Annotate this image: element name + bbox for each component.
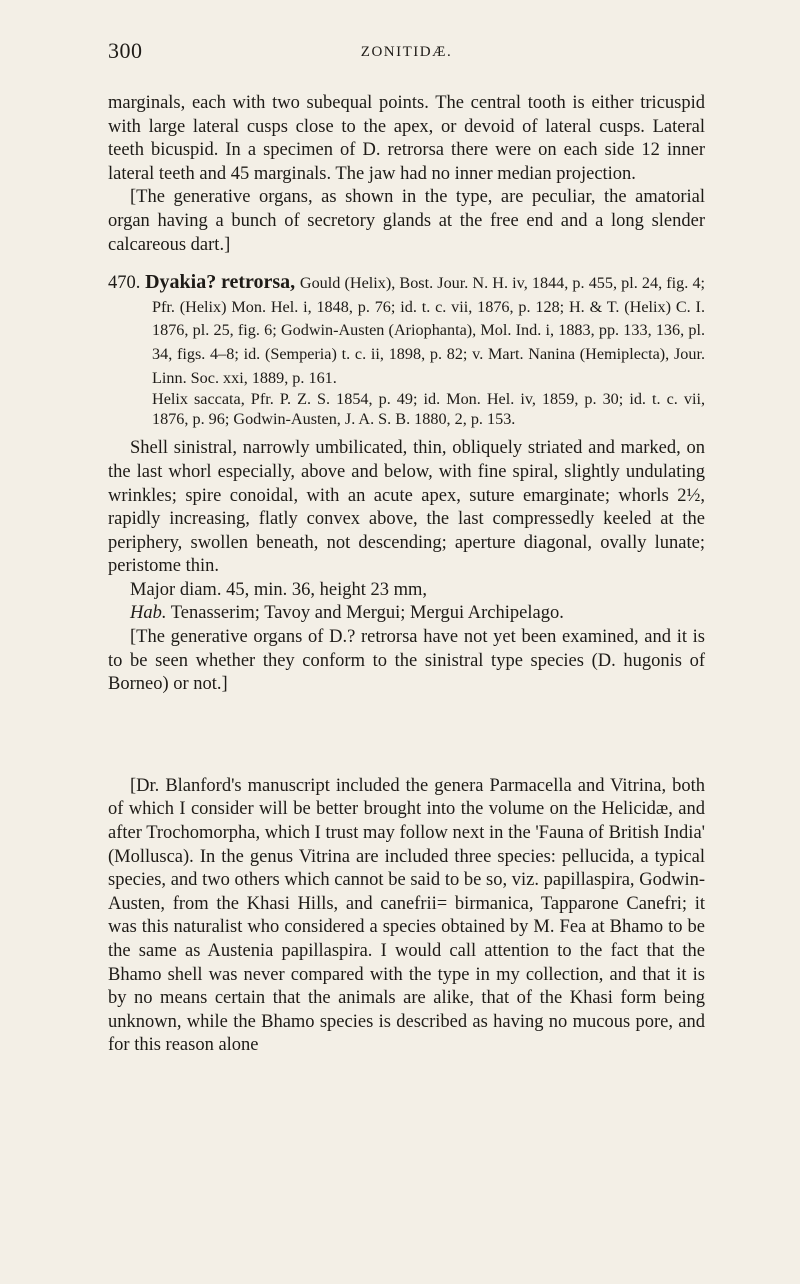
generative-note: [The generative organs of D.? retrorsa have not yet been examined, and it is to be seen whether they conform to the sinistral type species (D. hugonis of Borneo) or not.] [108, 627, 705, 695]
paragraph-generative-organs: [The generative organs, as shown in the type, are peculiar, the amatorial organ having a bunch of secretory glands at the free end and a long slender calcareous dart.] [108, 187, 705, 255]
paragraph-radula: marginals, each with two subequal points. The central tooth is either tricuspid with large lateral cusps close to the apex, or devoid of lateral cusps. Lateral teeth bicuspid. In a specimen of D. retrorsa there were on each side 12 inner lateral teeth and 45 marginals. The jaw had no inner median projection. [108, 93, 705, 184]
entry-number: 470. [108, 273, 141, 294]
running-head: ZONITIDÆ. [360, 44, 453, 60]
section-gap [108, 697, 705, 775]
measurements: Major diam. 45, min. 36, height 23 mm, [130, 579, 428, 600]
habitat [108, 602, 705, 626]
habitat-label: Hab. [130, 603, 167, 624]
genus-name: Dyakia? [145, 271, 217, 294]
synonymy-helix-saccata: Helix saccata, Pfr. P. Z. S. 1854, p. 49; id. Mon. Hel. iv, 1859, p. 30; id. t. c. vii, 1876, p. 96; Godwin-Austen, J. A. S. B. 1880, 2, p. 153. [152, 390, 705, 428]
page-header [108, 0, 705, 92]
editorial-note: [Dr. Blanford's manuscript included the genera Parmacella and Vitrina, both of which I consider will be better brought into the volume on the Helicidæ, and after Trochomorpha, which I trust may follow next in the 'Fauna of British India' (Mollusca). In the genus Vitrina are included three species: pellucida, a typical species, and two others which cannot be said to be so, viz. papillaspira, Godwin-Austen, from the Khasi Hills, and canefrii= birmanica, Tapparone Canefri; it was this naturalist who considered a species obtained by M. Fea at Bhamo to be the same as Austenia papillaspira. I would call attention to the fact that the Bhamo shell was never compared with the type in my collection, and that it is by no means certain that the animals are alike, that of the Khasi form being unknown, while the Bhamo species is described as having no mucous pore, and for this reason alone [108, 775, 705, 1056]
species-entry-470 [108, 271, 705, 429]
species-heading [108, 271, 705, 390]
page-number: 300 [108, 38, 143, 63]
synonymy-first: Gould (Helix), Bost. Jour. N. H. iv, 1844, p. 455, pl. 24, fig. 4; Pfr. (Helix) Mon. Hel. i, 1848, p. 76; id. t. c. vii, 1876, p. 128; H. & T. (Helix) C. I. 1876, pl. 25, fig. 6; Godwin-Austen (Ariophanta), Mol. Ind. i, 1883, pp. 133, 136, pl. 34, figs. 4–8; id. (Semperia) t. c. ii, 1898, p. 82; v. Mart. Nanina (Hemiplecta), Jour. Linn. Soc. xxi, 1889, p. 161. [152, 274, 706, 387]
shell-description: Shell sinistral, narrowly umbilicated, thin, obliquely striated and marked, on the last whorl especially, above and below, with fine spiral, slightly undulating wrinkles; spire conoidal, with an acute apex, suture emarginate; whorls 2½, rapidly increasing, flatly convex above, the last compressedly keeled at the periphery, swollen beneath, not descending; aperture diagonal, ovally lunate; peristome thin. [108, 438, 705, 577]
species-name: retrorsa, [220, 271, 296, 294]
habitat-text: Tenasserim; Tavoy and Mergui; Mergui Archipelago. [170, 603, 564, 624]
